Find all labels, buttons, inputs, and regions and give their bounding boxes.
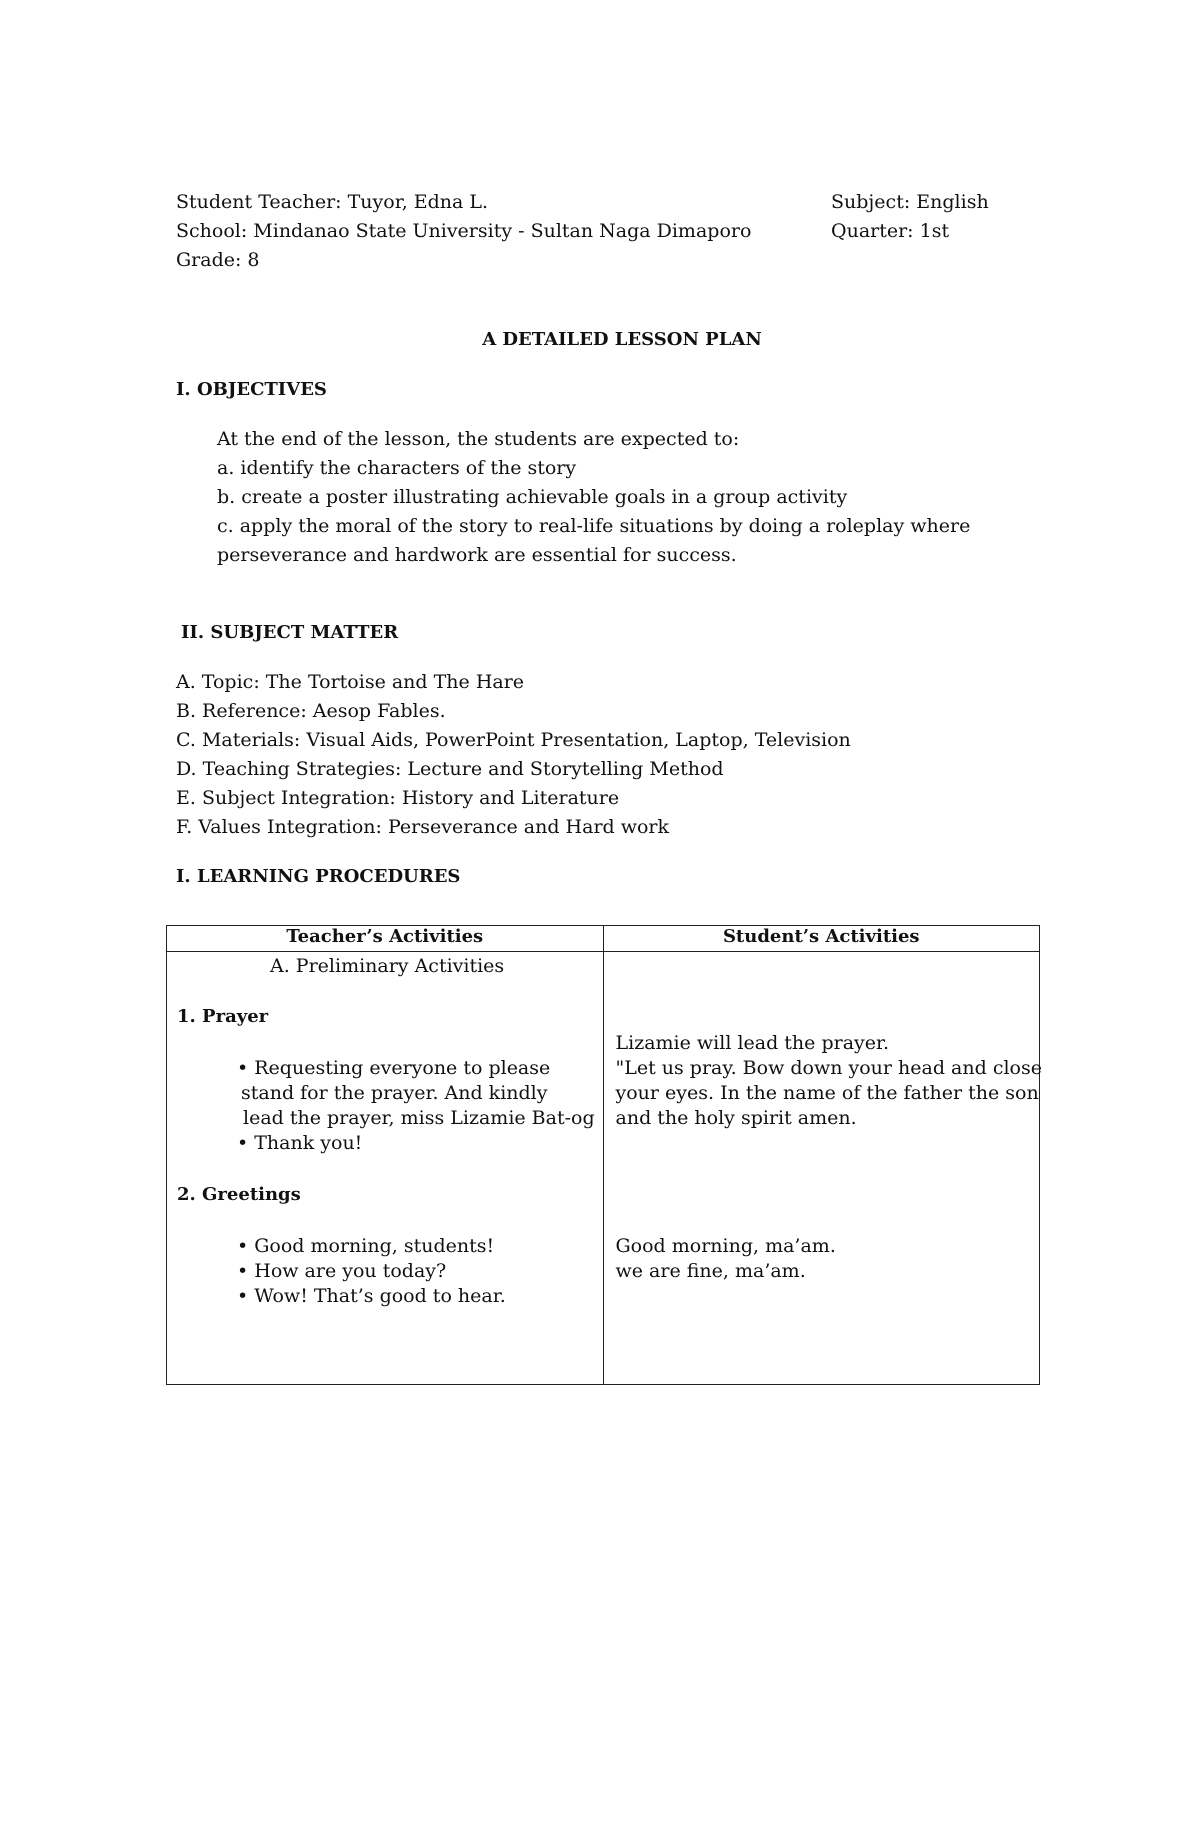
subject-matter-item: D. Teaching Strategies: Lecture and Storytelling Method <box>176 758 724 780</box>
objectives-heading: I. OBJECTIVES <box>176 379 327 400</box>
prayer-instruction: • Requesting everyone to please <box>237 1057 551 1079</box>
student-activities-header: Student’s Activities <box>603 926 1040 952</box>
prayer-thanks: • Thank you! <box>237 1132 363 1154</box>
quarter-line: Quarter: 1st <box>831 220 950 242</box>
greetings-heading: 2. Greetings <box>177 1184 301 1205</box>
student-greeting-line: we are fine, ma’am. <box>615 1260 806 1282</box>
subject-line: Subject: English <box>831 191 989 213</box>
greeting-item: • How are you today? <box>237 1260 447 1282</box>
objectives-intro: At the end of the lesson, the students are expected to: <box>217 428 740 450</box>
student-prayer-line: "Let us pray. Bow down your head and close <box>615 1057 1042 1079</box>
student-prayer-line: Lizamie will lead the prayer. <box>615 1032 890 1054</box>
subject-matter-heading: II. SUBJECT MATTER <box>181 622 399 643</box>
objective-item: perseverance and hardwork are essential for success. <box>217 544 737 566</box>
objective-item: a. identify the characters of the story <box>217 457 577 479</box>
teacher-activities-cell <box>167 952 604 1385</box>
subject-matter-item: F. Values Integration: Perseverance and Hard work <box>176 816 670 838</box>
subject-matter-item: A. Topic: The Tortoise and The Hare <box>176 671 525 693</box>
subject-matter-item: B. Reference: Aesop Fables. <box>176 700 446 722</box>
grade-line: Grade: 8 <box>176 249 260 271</box>
procedures-table <box>166 925 1040 1385</box>
prayer-heading: 1. Prayer <box>177 1006 269 1027</box>
teacher-activities-header: Teacher’s Activities <box>167 926 604 952</box>
student-teacher-line: Student Teacher: Tuyor, Edna L. <box>176 191 489 213</box>
objective-item: b. create a poster illustrating achievable goals in a group activity <box>217 486 848 508</box>
preliminary-activities: A. Preliminary Activities <box>270 955 505 977</box>
greeting-item: • Wow! That’s good to hear. <box>237 1285 506 1307</box>
student-prayer-line: your eyes. In the name of the father the son <box>615 1082 1039 1104</box>
subject-matter-item: C. Materials: Visual Aids, PowerPoint Presentation, Laptop, Television <box>176 729 851 751</box>
student-greeting-line: Good morning, ma’am. <box>615 1235 836 1257</box>
student-prayer-line: and the holy spirit amen. <box>615 1107 857 1129</box>
student-activities-cell <box>603 952 1040 1385</box>
procedures-heading: I. LEARNING PROCEDURES <box>176 866 461 887</box>
prayer-instruction: stand for the prayer. And kindly <box>241 1082 548 1104</box>
objective-item: c. apply the moral of the story to real-life situations by doing a roleplay where <box>217 515 971 537</box>
school-line: School: Mindanao State University - Sultan Naga Dimaporo <box>176 220 752 242</box>
document-title: A DETAILED LESSON PLAN <box>482 329 762 350</box>
subject-matter-item: E. Subject Integration: History and Literature <box>176 787 620 809</box>
prayer-instruction: lead the prayer, miss Lizamie Bat-og <box>243 1107 595 1129</box>
greeting-item: • Good morning, students! <box>237 1235 495 1257</box>
